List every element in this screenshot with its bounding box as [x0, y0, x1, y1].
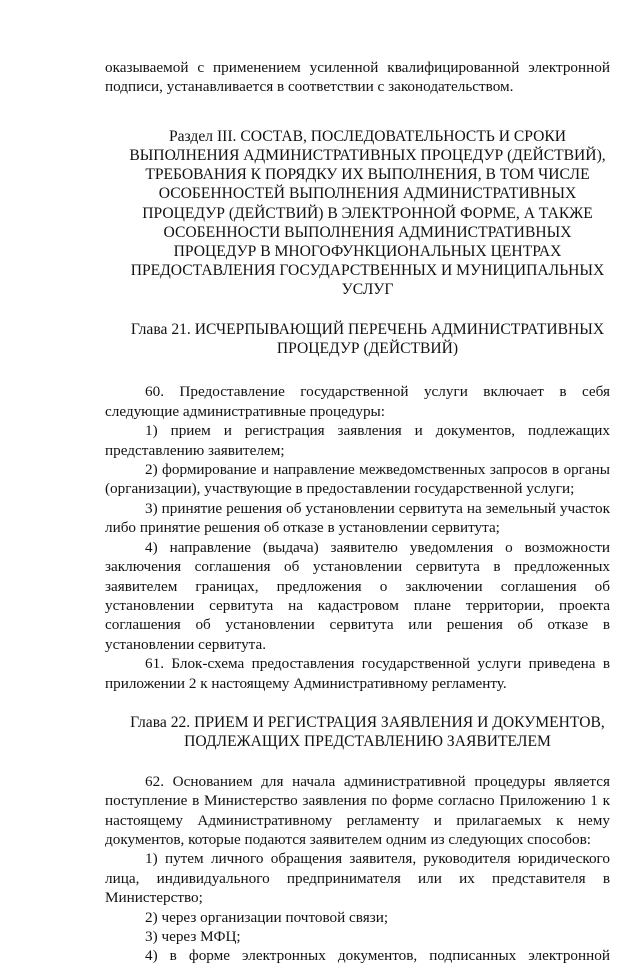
method-item-2: 2) через организации почтовой связи;	[145, 908, 389, 926]
method-item-4: 4) в форме электронных документов, подписанных электронной	[145, 947, 610, 965]
paragraph-62: 62. Основанием для начала административной процедуры является поступление в Министерство заявления по форме согласно Приложению 1 к настоящему Административному регламенту и прилагаемых к нему документов, которые подаются заявителем одним из следующих способов:	[105, 772, 610, 848]
method-item-1: 1) путем личного обращения заявителя, руководителя юридического лица, индивидуального предпринимателя или их представителя в Министерство;	[105, 850, 610, 907]
paragraph-60: 60. Предоставление государственной услуги включает в себя следующие административные процедуры:	[105, 383, 610, 420]
list-item-1: 1) прием и регистрация заявления и документов, подлежащих представлению заявителем;	[105, 422, 610, 459]
chapter-21-title: Глава 21. ИСЧЕРПЫВАЮЩИЙ ПЕРЕЧЕНЬ АДМИНИСТРАТИВНЫХ ПРОЦЕДУР (ДЕЙСТВИЙ)	[130, 320, 605, 358]
chapter-22-title: Глава 22. ПРИЕМ И РЕГИСТРАЦИЯ ЗАЯВЛЕНИЯ И ДОКУМЕНТОВ, ПОДЛЕЖАЩИХ ПРЕДСТАВЛЕНИЮ ЗАЯВИТЕЛЕМ	[130, 713, 605, 751]
paragraph-61: 61. Блок-схема предоставления государственной услуги приведена в приложении 2 к настоящему Административному регламенту.	[105, 655, 610, 692]
method-item-3: 3) через МФЦ;	[145, 928, 241, 946]
intro-line-1: оказываемой с применением усиленной квалифицированной электронной	[105, 59, 610, 76]
section-title: Раздел III. СОСТАВ, ПОСЛЕДОВАТЕЛЬНОСТЬ И СРОКИ ВЫПОЛНЕНИЯ АДМИНИСТРАТИВНЫХ ПРОЦЕДУР (ДЕЙСТВИЙ), ТРЕБОВАНИЯ К ПОРЯДКУ ИХ ВЫПОЛНЕНИЯ, В ТОМ ЧИСЛЕ ОСОБЕННОСТЕЙ ВЫПОЛНЕНИЯ АДМИНИСТРАТИВНЫХ ПРОЦЕДУР (ДЕЙСТВИЙ) В ЭЛЕКТРОННОЙ ФОРМЕ, А ТАКЖЕ ОСОБЕННОСТИ ВЫПОЛНЕНИЯ АДМИНИСТРАТИВНЫХ ПРОЦЕДУР В МНОГОФУНКЦИОНАЛЬНЫХ ЦЕНТРАХ ПРЕДОСТАВЛЕНИЯ ГОСУДАРСТВЕННЫХ И МУНИЦИПАЛЬНЫХ УСЛУГ	[129, 127, 606, 299]
list-item-4: 4) направление (выдача) заявителю уведомления о возможности заключения соглашения об установлении сервитута в предложенных заявителем границах, предложения о заключении соглашения об установлении сервитута на кадастровом плане территории, проекта соглашения об установлении сервитута или решения об отказе в установлении сервитута.	[105, 538, 610, 653]
list-item-2: 2) формирование и направление межведомственных запросов в органы (организации), участвующие в предоставлении государственной услуги;	[105, 461, 610, 498]
list-item-3: 3) принятие решения об установлении сервитута на земельный участок либо принятие решения об отказе в установлении сервитута;	[105, 499, 610, 537]
chapter-21-body	[105, 382, 610, 693]
intro-line-2: подписи, устанавливается в соответствии с законодательством.	[105, 78, 514, 96]
chapter-22-body	[105, 772, 610, 966]
document-page	[105, 58, 610, 966]
